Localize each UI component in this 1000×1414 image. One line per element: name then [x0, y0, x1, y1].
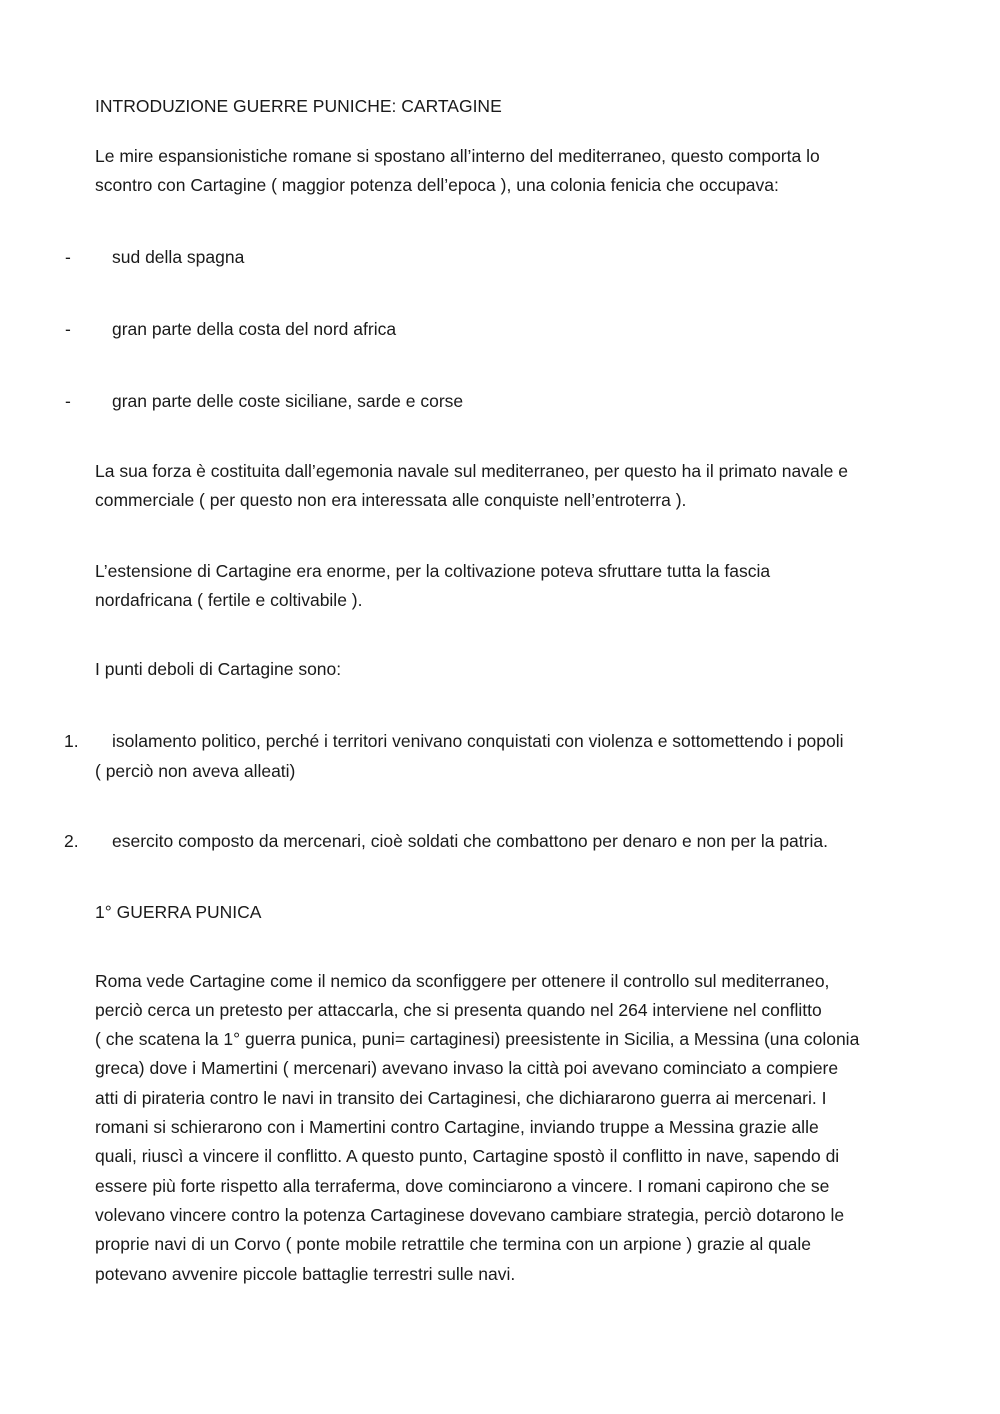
weak-points-intro: I punti deboli di Cartagine sono: [95, 659, 342, 679]
numbered-list-item-line: esercito composto da mercenari, cioè soldati che combattono per denaro e non per la patria. [112, 831, 828, 851]
war-paragraph-line: ( che scatena la 1° guerra punica, puni= cartaginesi) preesistente in Sicilia, a Messina (una colonia [95, 1029, 860, 1049]
list-number: 1. [64, 731, 79, 751]
war-title: 1° GUERRA PUNICA [95, 902, 262, 922]
list-item: gran parte della costa del nord africa [112, 319, 397, 339]
intro-title: INTRODUZIONE GUERRE PUNICHE: CARTAGINE [95, 96, 502, 116]
war-paragraph-line: quali, riuscì a vincere il conflitto. A questo punto, Cartagine spostò il conflitto in nave, sapendo di [95, 1146, 840, 1166]
war-paragraph-line: romani si schierarono con i Mamertini contro Cartagine, inviando truppe a Messina grazie alle [95, 1117, 819, 1137]
numbered-list-item-line: ( perciò non aveva alleati) [95, 761, 296, 781]
list-bullet: - [65, 391, 71, 411]
war-paragraph-line: atti di pirateria contro le navi in transito dei Cartaginesi, che dichiararono guerra ai mercenari. I [95, 1088, 827, 1108]
war-paragraph-line: proprie navi di un Corvo ( ponte mobile retrattile che termina con un arpione ) grazie al quale [95, 1234, 811, 1254]
list-item: gran parte delle coste siciliane, sarde e corse [112, 391, 464, 411]
list-number: 2. [64, 831, 79, 851]
war-paragraph-line: perciò cerca un pretesto per attaccarla, che si presenta quando nel 264 interviene nel conflitto [95, 1000, 822, 1020]
war-paragraph-line: potevano avvenire piccole battaglie terrestri sulle navi. [95, 1264, 516, 1284]
intro-paragraph-line: scontro con Cartagine ( maggior potenza dell’epoca ), una colonia fenicia che occupava: [95, 175, 779, 195]
war-paragraph-line: volevano vincere contro la potenza Cartaginese dovevano cambiare strategia, perciò dotarono le [95, 1205, 845, 1225]
strength-paragraph-line: commerciale ( per questo non era interessata alle conquiste nell’entroterra ). [95, 490, 687, 510]
extension-paragraph-line: nordafricana ( fertile e coltivabile ). [95, 590, 363, 610]
war-paragraph-line: essere più forte rispetto alla terraferma, dove cominciarono a vincere. I romani capirono che se [95, 1176, 830, 1196]
list-item: sud della spagna [112, 247, 245, 267]
list-bullet: - [65, 247, 71, 267]
list-bullet: - [65, 319, 71, 339]
numbered-list-item-line: isolamento politico, perché i territori venivano conquistati con violenza e sottomettendo i popoli [112, 731, 844, 751]
war-paragraph-line: greca) dove i Mamertini ( mercenari) avevano invaso la città poi avevano cominciato a compiere [95, 1058, 839, 1078]
war-paragraph-line: Roma vede Cartagine come il nemico da sconfiggere per ottenere il controllo sul mediterraneo, [95, 971, 830, 991]
extension-paragraph-line: L’estensione di Cartagine era enorme, per la coltivazione poteva sfruttare tutta la fascia [95, 561, 771, 581]
intro-paragraph-line: Le mire espansionistiche romane si spostano all’interno del mediterraneo, questo comporta lo [95, 146, 820, 166]
strength-paragraph-line: La sua forza è costituita dall’egemonia navale sul mediterraneo, per questo ha il primato navale e [95, 461, 848, 481]
